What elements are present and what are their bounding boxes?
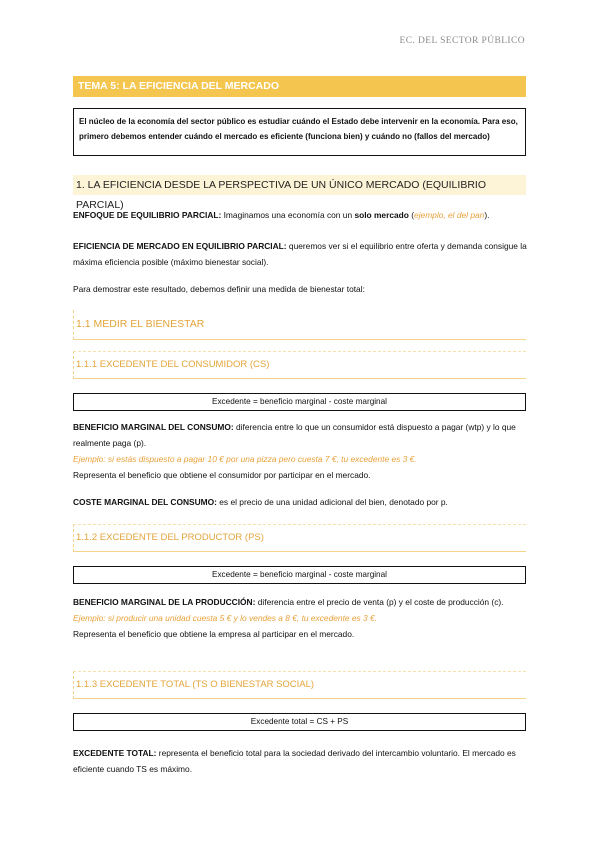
intro-box — [73, 108, 526, 156]
paragraph-excedente-total: EXCEDENTE TOTAL: representa el beneficio total para la sociedad derivado del intercambio voluntario. El mercado es eficiente cuando TS es máximo. — [73, 748, 516, 774]
term-coste-marginal: COSTE MARGINAL DEL CONSUMO: — [73, 497, 217, 507]
formula-box-cs: Excedente = beneficio marginal - coste marginal — [73, 393, 526, 411]
subsection-heading-1-1-2: 1.1.2 EXCEDENTE DEL PRODUCTOR (PS) — [73, 524, 526, 552]
running-header: EC. DEL SECTOR PÚBLICO — [399, 36, 525, 46]
example-text: ejemplo, el del pan — [414, 210, 485, 220]
term-beneficio-produccion: BENEFICIO MARGINAL DE LA PRODUCCIÓN: — [73, 597, 256, 607]
example-produccion: Ejemplo: si producir una unidad cuesta 5 € y lo vendes a 8 €, tu excedente es 3 €. — [73, 613, 378, 623]
term-beneficio-consumo: BENEFICIO MARGINAL DEL CONSUMO: — [73, 422, 234, 432]
term-enfoque: ENFOQUE DE EQUILIBRIO PARCIAL: — [73, 210, 222, 220]
topic-title: TEMA 5: LA EFICIENCIA DEL MERCADO — [73, 76, 526, 97]
paragraph-beneficio-consumo: BENEFICIO MARGINAL DEL CONSUMO: diferencia entre lo que un consumidor está dispuesto a pagar (wtp) y lo que realmente paga (p). Ejemplo: si estás dispuesto a pagar 10 € por una pizza pero cuesta 7 €, tu excedente es 3 €. Representa el beneficio que obtiene el consumidor por participar en el mercado. — [73, 422, 516, 480]
subsection-heading-1-1-1: 1.1.1 EXCEDENTE DEL CONSUMIDOR (CS) — [73, 351, 526, 379]
formula-box-ts: Excedente total = CS + PS — [73, 713, 526, 731]
paragraph-enfoque: ENFOQUE DE EQUILIBRIO PARCIAL: Imaginamos una economía con un solo mercado (ejemplo, el del pan). — [73, 210, 490, 220]
paragraph-beneficio-produccion: BENEFICIO MARGINAL DE LA PRODUCCIÓN: diferencia entre el precio de venta (p) y el coste de producción (c). Ejemplo: si producir una unidad cuesta 5 € y lo vendes a 8 €, tu excedente es 3 €. Representa el beneficio que obtiene la empresa al participar en el mercado. — [73, 597, 504, 639]
formula-box-ps: Excedente = beneficio marginal - coste marginal — [73, 566, 526, 584]
subsection-heading-1-1: 1.1 MEDIR EL BIENESTAR — [73, 310, 526, 340]
paragraph-eficiencia: EFICIENCIA DE MERCADO EN EQUILIBRIO PARCIAL: queremos ver si el equilibrio entre oferta y demanda consigue la máxima eficiencia posible (máximo bienestar social). — [73, 241, 527, 267]
term-excedente-total: EXCEDENTE TOTAL: — [73, 748, 157, 758]
paragraph-demostrar: Para demostrar este resultado, debemos definir una medida de bienestar total: — [73, 284, 365, 294]
example-consumo: Ejemplo: si estás dispuesto a pagar 10 € por una pizza pero cuesta 7 €, tu excedente es 3 €. — [73, 454, 417, 464]
section-heading-1: 1. LA EFICIENCIA DESDE LA PERSPECTIVA DE UN ÚNICO MERCADO (EQUILIBRIO PARCIAL) — [73, 175, 526, 195]
intro-text: El núcleo de la economía del sector público es estudiar cuándo el Estado debe intervenir en la economía. Para eso, primero debemos entender cuándo el mercado es eficiente (funciona bien) y cuándo no (fallos del mercado) — [79, 117, 518, 141]
subsection-heading-1-1-3: 1.1.3 EXCEDENTE TOTAL (TS O BIENESTAR SOCIAL) — [73, 671, 526, 699]
term-eficiencia: EFICIENCIA DE MERCADO EN EQUILIBRIO PARCIAL: — [73, 241, 287, 251]
paragraph-coste-marginal: COSTE MARGINAL DEL CONSUMO: es el precio de una unidad adicional del bien, denotado por p. — [73, 497, 448, 507]
